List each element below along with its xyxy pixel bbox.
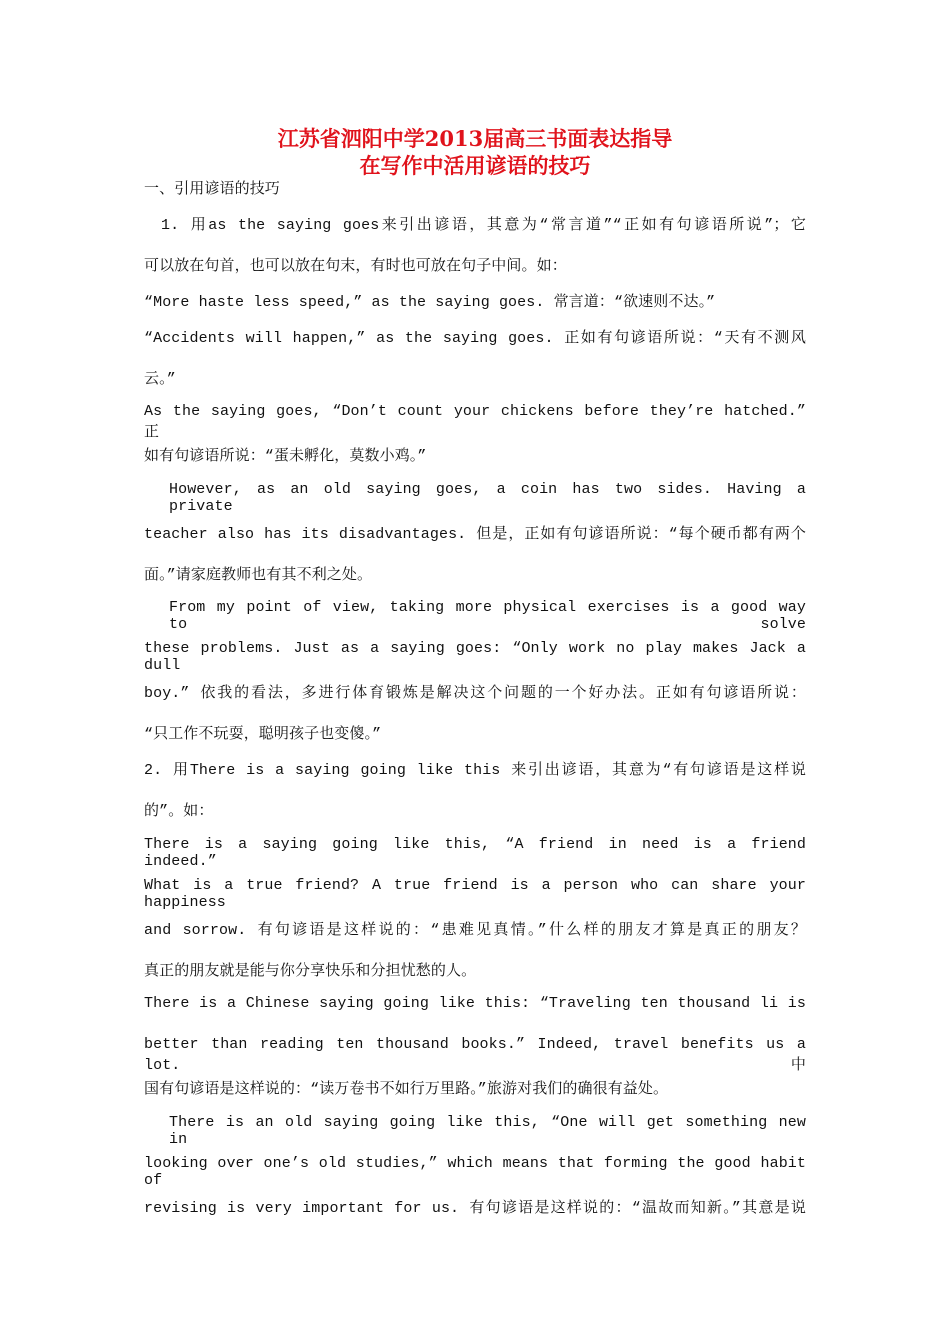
text-line: However, as an old saying goes, a coin has two sides. Having a private: [169, 481, 806, 515]
text-line: teacher also has its disadvantages. 但是，正如有句谚语所说：“每个硬币都有两个: [144, 526, 806, 543]
text-line: “只工作不玩耍，聪明孩子也变傻。”: [144, 726, 382, 743]
text-line: 2. 用There is a saying going like this 来引出谚语，其意为“有句谚语是这样说: [144, 762, 806, 779]
text-line: better than reading ten thousand books.” Indeed, travel benefits us a lot. 中: [144, 1036, 806, 1074]
text-line: 1. 用as the saying goes来引出谚语，其意为“常言道”“正如有句谚语所说”；它: [161, 217, 806, 234]
text-line: boy.” 依我的看法，多进行体育锻炼是解决这个问题的一个好办法。正如有句谚语所说：: [144, 685, 806, 702]
text-line: 面。”请家庭教师也有其不利之处。: [144, 567, 373, 584]
text-line: 的”。如：: [144, 803, 214, 820]
text-line: 如有句谚语所说：“蛋未孵化，莫数小鸡。”: [144, 448, 427, 465]
section-heading: 一、引用谚语的技巧: [144, 181, 280, 198]
text-line: and sorrow. 有句谚语是这样说的：“患难见真情。”什么样的朋友才算是真正的朋友？: [144, 922, 806, 939]
text-line: “Accidents will happen,” as the saying goes. 正如有句谚语所说：“天有不测风: [144, 330, 806, 347]
text-line: these problems. Just as a saying goes: “Only work no play makes Jack a dull: [144, 640, 806, 674]
text-line: 可以放在句首，也可以放在句末，有时也可放在句子中间。如：: [144, 258, 567, 275]
document-subtitle: 在写作中活用谚语的技巧: [359, 153, 591, 178]
text-line: revising is very important for us. 有句谚语是这样说的：“温故而知新。”其意是说: [144, 1200, 806, 1217]
text-line: There is an old saying going like this, “One will get something new in: [169, 1114, 806, 1148]
text-line: From my point of view, taking more physical exercises is a good way to solve: [169, 599, 806, 633]
text-line: What is a true friend? A true friend is a person who can share your happiness: [144, 877, 806, 911]
document-title: 江苏省泗阳中学2013届高三书面表达指导: [277, 126, 673, 151]
text-line: 国有句谚语是这样说的：“读万卷书不如行万里路。”旅游对我们的确很有益处。: [144, 1081, 669, 1098]
text-line: looking over one’s old studies,” which means that forming the good habit of: [144, 1155, 806, 1189]
text-line: There is a saying going like this, “A friend in need is a friend indeed.”: [144, 836, 806, 870]
text-line: 云。”: [144, 371, 176, 388]
text-line: “More haste less speed,” as the saying goes. 常言道：“欲速则不达。”: [144, 294, 716, 311]
text-line: As the saying goes, “Don’t count your chickens before they’re hatched.” 正: [144, 403, 806, 441]
text-line: 真正的朋友就是能与你分享快乐和分担忧愁的人。: [144, 963, 477, 980]
text-line: There is a Chinese saying going like this: “Traveling ten thousand li is: [144, 995, 806, 1012]
